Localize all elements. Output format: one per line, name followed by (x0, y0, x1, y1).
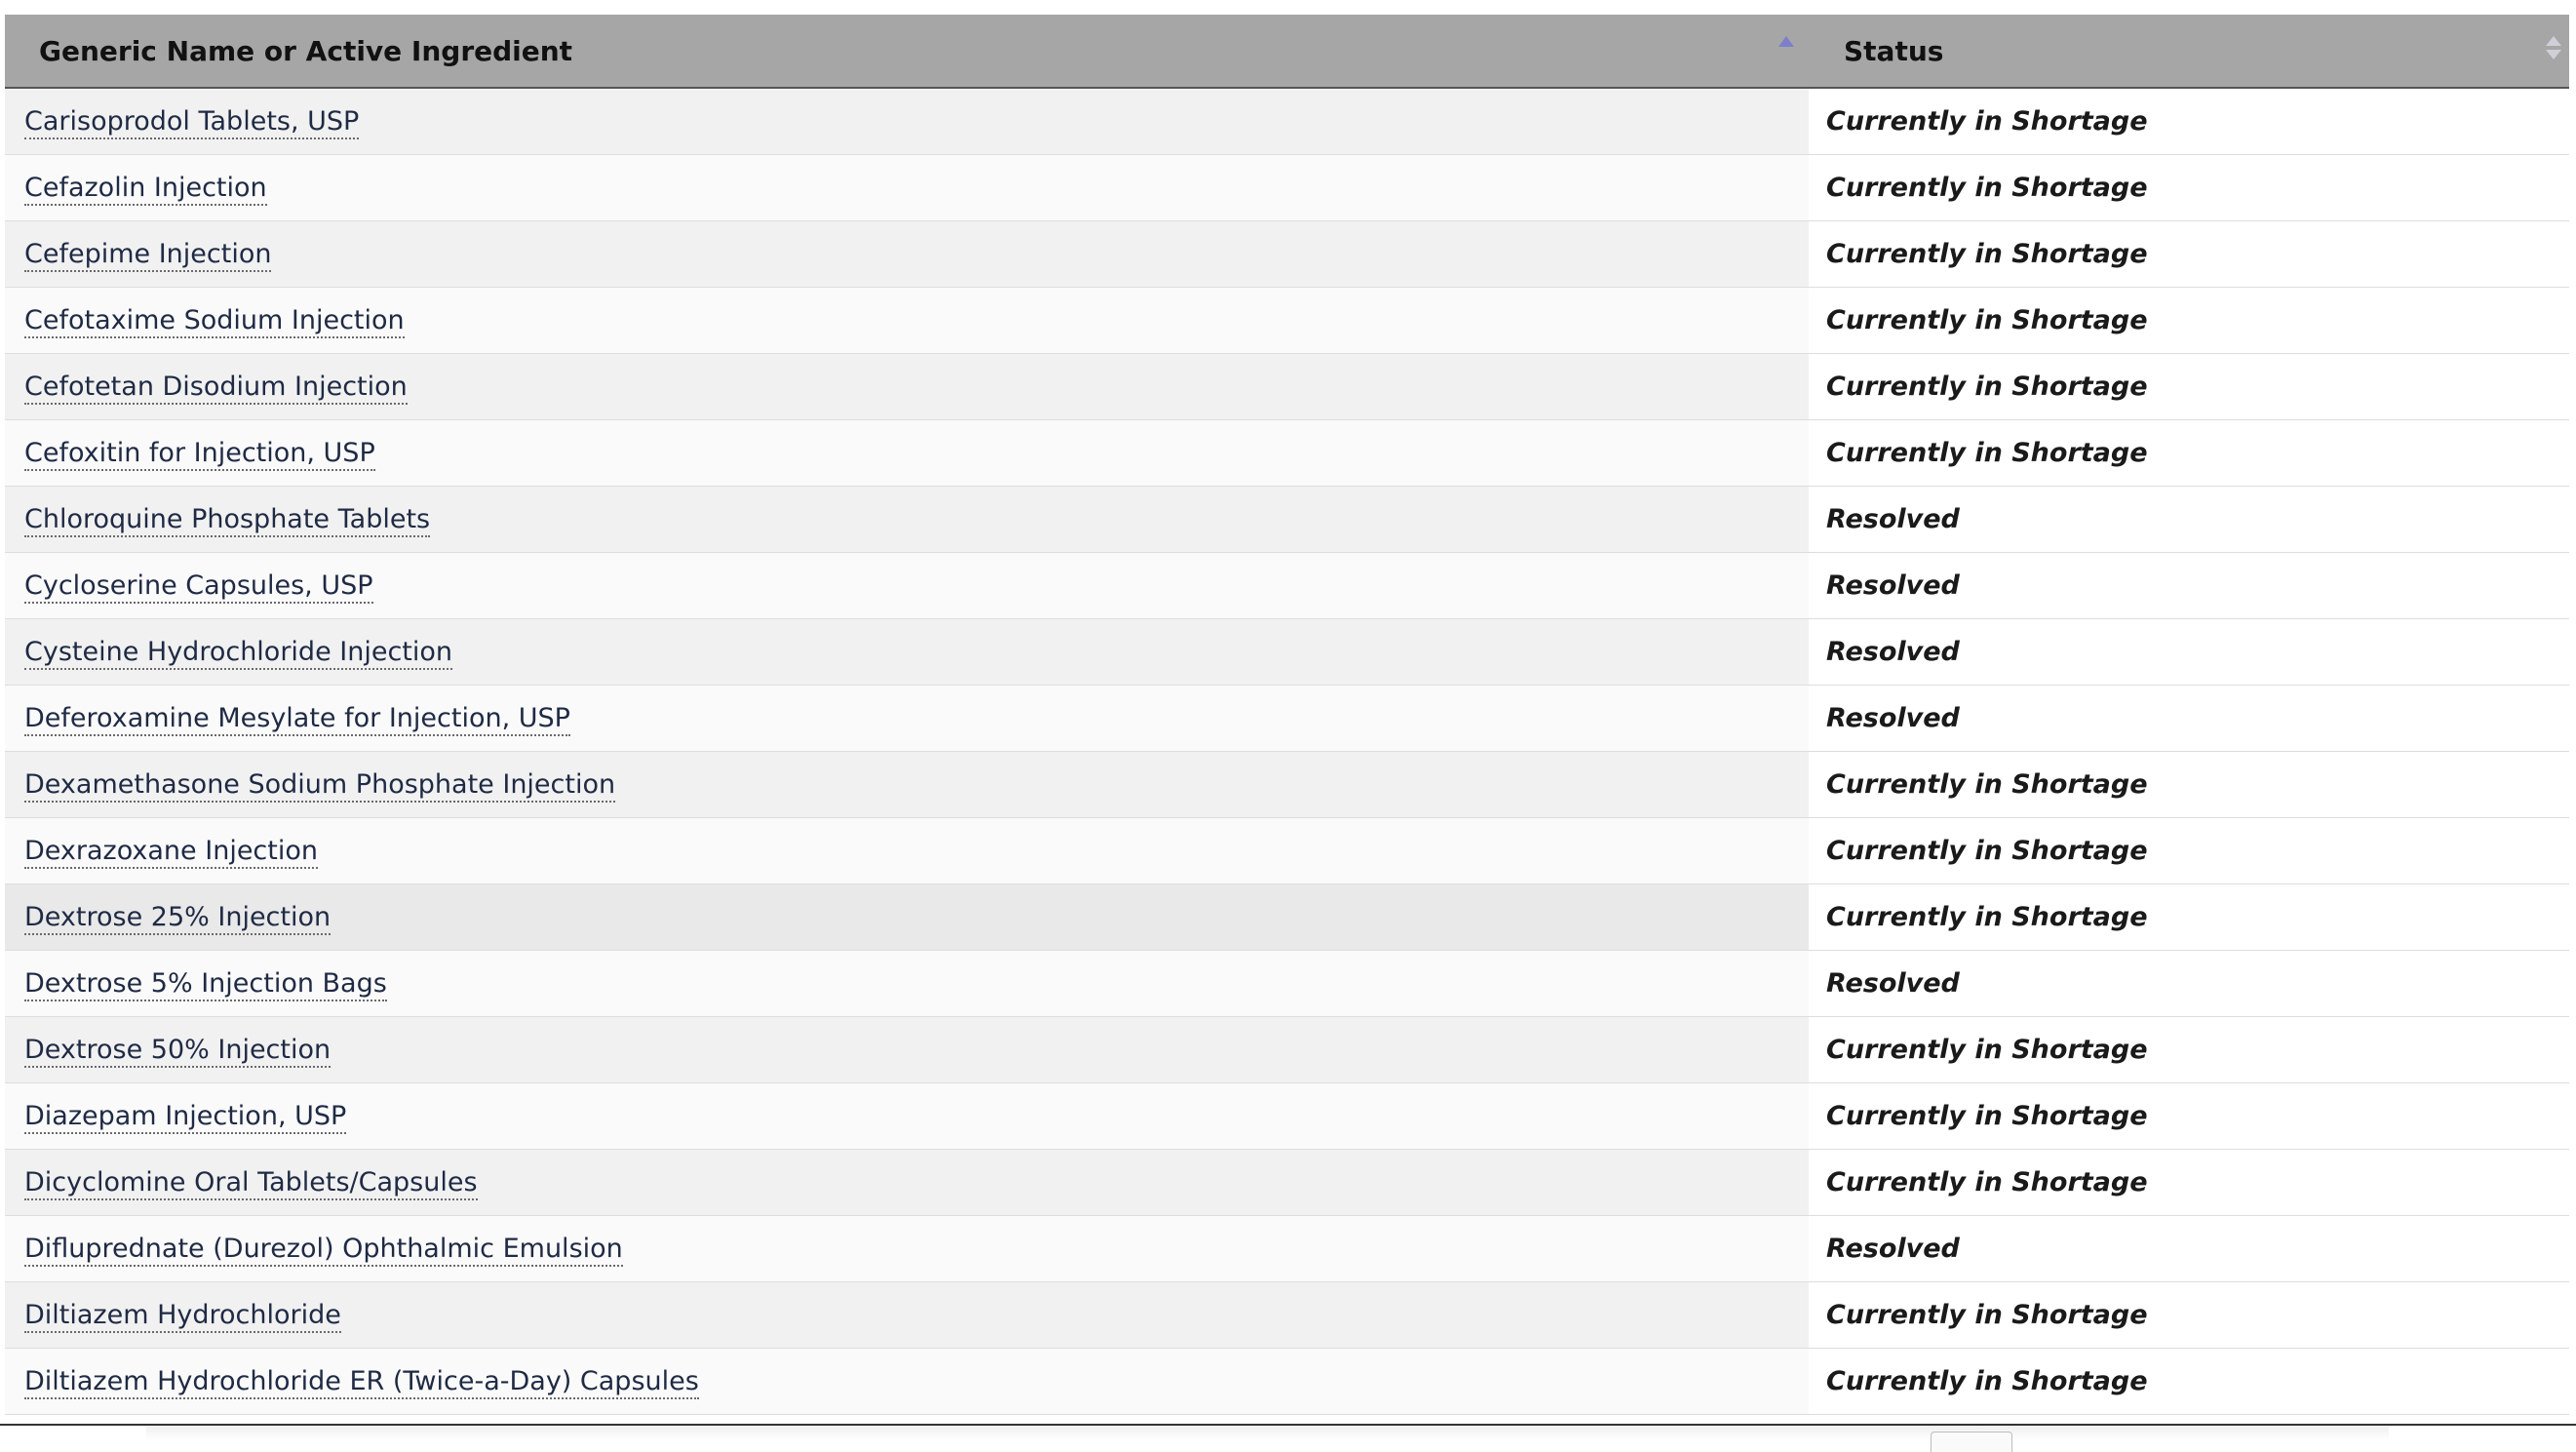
header-row (5, 15, 2569, 88)
status-text: Currently in Shortage (1826, 1366, 2148, 1396)
drug-name-link[interactable]: Dicyclomine Oral Tablets/Capsules (24, 1167, 478, 1200)
footer-shadow (146, 1426, 2389, 1441)
generic-name-cell (5, 818, 1809, 884)
status-cell (1809, 752, 2569, 818)
table-row (5, 487, 2569, 553)
drug-name-link[interactable]: Cysteine Hydrochloride Injection (24, 637, 452, 670)
status-text: Resolved (1826, 703, 1960, 733)
table-row (5, 88, 2569, 155)
status-cell (1809, 1083, 2569, 1150)
status-cell (1809, 1349, 2569, 1415)
table-row (5, 553, 2569, 619)
table-row (5, 155, 2569, 221)
status-text: Currently in Shortage (1826, 173, 2148, 203)
status-cell (1809, 818, 2569, 884)
generic-name-cell (5, 288, 1809, 354)
column-header-status[interactable] (1809, 15, 2569, 88)
column-header-status-label: Status (1844, 34, 1944, 67)
drug-name-link[interactable]: Deferoxamine Mesylate for Injection, USP (24, 703, 570, 736)
status-text: Currently in Shortage (1826, 836, 2148, 866)
table-body (5, 88, 2569, 1415)
status-cell (1809, 1017, 2569, 1083)
generic-name-cell (5, 884, 1809, 951)
status-text: Resolved (1826, 968, 1960, 999)
generic-name-cell (5, 88, 1809, 155)
status-text: Currently in Shortage (1826, 1101, 2148, 1131)
generic-name-cell (5, 686, 1809, 752)
status-cell (1809, 221, 2569, 288)
status-cell (1809, 951, 2569, 1017)
drug-name-link[interactable]: Cycloserine Capsules, USP (24, 570, 373, 604)
status-text: Currently in Shortage (1826, 372, 2148, 402)
column-header-generic-name[interactable] (5, 15, 1809, 88)
generic-name-cell (5, 420, 1809, 487)
status-cell (1809, 686, 2569, 752)
status-text: Currently in Shortage (1826, 438, 2148, 468)
table-row (5, 619, 2569, 686)
table-row (5, 818, 2569, 884)
generic-name-cell (5, 553, 1809, 619)
status-cell (1809, 487, 2569, 553)
status-text: Currently in Shortage (1826, 769, 2148, 800)
drug-shortage-table-container (5, 15, 2569, 1415)
table-row (5, 951, 2569, 1017)
drug-name-link[interactable]: Diltiazem Hydrochloride ER (Twice-a-Day) Capsules (24, 1366, 699, 1399)
status-cell (1809, 420, 2569, 487)
status-text: Resolved (1826, 1234, 1960, 1264)
table-row (5, 1017, 2569, 1083)
table-row (5, 354, 2569, 420)
table-row (5, 1150, 2569, 1216)
table-row (5, 288, 2569, 354)
generic-name-cell (5, 155, 1809, 221)
drug-name-link[interactable]: Chloroquine Phosphate Tablets (24, 504, 430, 537)
drug-name-link[interactable]: Diazepam Injection, USP (24, 1101, 346, 1134)
drug-name-link[interactable]: Carisoprodol Tablets, USP (24, 106, 359, 139)
table-header (5, 15, 2569, 88)
generic-name-cell (5, 752, 1809, 818)
column-header-generic-name-label: Generic Name or Active Ingredient (39, 34, 573, 67)
drug-name-link[interactable]: Cefotaxime Sodium Injection (24, 305, 405, 338)
drug-shortage-table (5, 15, 2569, 1415)
drug-name-link[interactable]: Difluprednate (Durezol) Ophthalmic Emulsion (24, 1234, 623, 1267)
status-text: Currently in Shortage (1826, 1167, 2148, 1197)
status-cell (1809, 1150, 2569, 1216)
table-row (5, 884, 2569, 951)
status-cell (1809, 1282, 2569, 1349)
generic-name-cell (5, 1349, 1809, 1415)
drug-name-link[interactable]: Dexamethasone Sodium Phosphate Injection (24, 769, 615, 803)
table-row (5, 420, 2569, 487)
drug-name-link[interactable]: Cefepime Injection (24, 239, 271, 272)
status-text: Currently in Shortage (1826, 106, 2148, 137)
status-cell (1809, 553, 2569, 619)
generic-name-cell (5, 1017, 1809, 1083)
table-row (5, 752, 2569, 818)
generic-name-cell (5, 1083, 1809, 1150)
drug-name-link[interactable]: Dextrose 25% Injection (24, 902, 331, 935)
drug-name-link[interactable]: Cefoxitin for Injection, USP (24, 438, 375, 471)
sort-up-arrow-icon (2546, 36, 2561, 46)
sort-down-arrow-icon (2546, 50, 2561, 59)
table-row (5, 1083, 2569, 1150)
generic-name-cell (5, 221, 1809, 288)
drug-name-link[interactable]: Dextrose 5% Injection Bags (24, 968, 387, 1001)
status-cell (1809, 884, 2569, 951)
status-text: Resolved (1826, 504, 1960, 534)
status-text: Resolved (1826, 637, 1960, 667)
status-cell (1809, 1216, 2569, 1282)
drug-name-link[interactable]: Diltiazem Hydrochloride (24, 1300, 341, 1333)
status-text: Currently in Shortage (1826, 1300, 2148, 1330)
table-row (5, 1282, 2569, 1349)
generic-name-cell (5, 1216, 1809, 1282)
sort-both-icon[interactable] (2546, 36, 2561, 65)
generic-name-cell (5, 487, 1809, 553)
status-cell (1809, 354, 2569, 420)
status-cell (1809, 619, 2569, 686)
sort-ascending-icon[interactable] (1778, 36, 1794, 47)
status-cell (1809, 288, 2569, 354)
pagination-button[interactable] (1931, 1432, 2012, 1452)
generic-name-cell (5, 354, 1809, 420)
drug-name-link[interactable]: Cefotetan Disodium Injection (24, 372, 408, 405)
status-text: Currently in Shortage (1826, 902, 2148, 932)
status-text: Currently in Shortage (1826, 1035, 2148, 1065)
status-cell (1809, 88, 2569, 155)
generic-name-cell (5, 1282, 1809, 1349)
drug-name-link[interactable]: Dexrazoxane Injection (24, 836, 318, 869)
generic-name-cell (5, 1150, 1809, 1216)
generic-name-cell (5, 619, 1809, 686)
status-text: Currently in Shortage (1826, 305, 2148, 335)
table-row (5, 1349, 2569, 1415)
status-text: Resolved (1826, 570, 1960, 601)
table-row (5, 221, 2569, 288)
table-row (5, 1216, 2569, 1282)
drug-name-link[interactable]: Cefazolin Injection (24, 173, 267, 206)
status-text: Currently in Shortage (1826, 239, 2148, 269)
table-row (5, 686, 2569, 752)
drug-name-link[interactable]: Dextrose 50% Injection (24, 1035, 331, 1068)
status-cell (1809, 155, 2569, 221)
generic-name-cell (5, 951, 1809, 1017)
